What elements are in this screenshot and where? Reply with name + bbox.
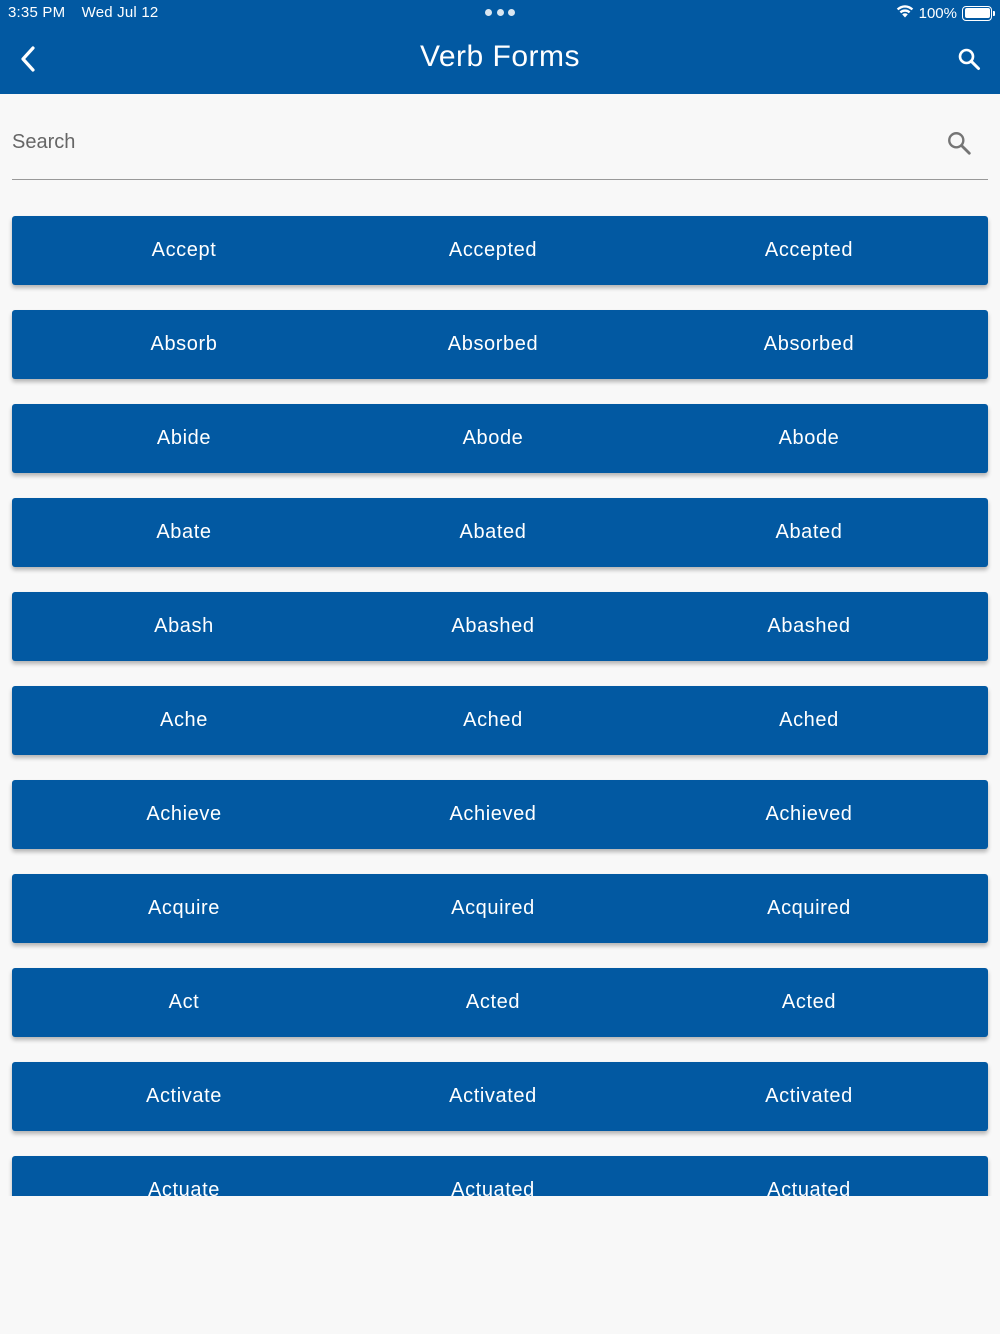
verb-past-participle: Absorbed — [763, 333, 855, 355]
verb-base-form: Actuate — [147, 1179, 221, 1196]
verb-base-form: Acquire — [147, 897, 220, 919]
verb-past-form: Ached — [463, 709, 523, 731]
verb-past-participle: Ached — [779, 709, 839, 731]
status-time-date — [8, 4, 158, 21]
verb-row-absorb[interactable] — [12, 310, 988, 379]
header-search-button[interactable] — [954, 44, 984, 74]
battery-icon — [962, 6, 992, 21]
battery-percentage: 100% — [918, 4, 957, 22]
verb-past-form: Achieved — [449, 803, 537, 825]
back-button[interactable] — [12, 42, 44, 76]
verb-base-form: Act — [168, 991, 200, 1013]
verb-past-form: Absorbed — [447, 333, 539, 355]
verb-row-abash[interactable] — [12, 592, 988, 661]
verb-row-actuate[interactable] — [12, 1156, 988, 1196]
chevron-left-icon — [19, 45, 37, 73]
search-icon — [957, 47, 981, 71]
verb-past-participle: Abashed — [767, 615, 851, 637]
verb-row-ache[interactable] — [12, 686, 988, 755]
verb-past-form: Acquired — [451, 897, 535, 919]
verb-row-accept[interactable] — [12, 216, 988, 285]
status-bar — [0, 0, 1000, 26]
verb-past-form: Actuated — [451, 1179, 535, 1196]
verb-past-form: Accepted — [448, 239, 538, 261]
verb-base-form: Ache — [160, 709, 208, 731]
verb-base-form: Abate — [156, 521, 212, 543]
verb-base-form: Absorb — [150, 333, 218, 355]
verb-past-participle: Achieved — [765, 803, 853, 825]
verb-row-abide[interactable] — [12, 404, 988, 473]
page-title: Verb Forms — [419, 40, 581, 73]
verb-past-participle: Activated — [765, 1085, 853, 1107]
multitasking-dots-icon[interactable] — [485, 9, 515, 17]
verb-row-abate[interactable] — [12, 498, 988, 567]
status-date: Wed Jul 12 — [81, 4, 159, 21]
verb-row-activate[interactable] — [12, 1062, 988, 1131]
verb-past-participle: Abode — [778, 427, 840, 449]
status-time: 3:35 PM — [8, 4, 66, 21]
verb-base-form: Abash — [154, 615, 214, 637]
verb-row-act[interactable] — [12, 968, 988, 1037]
status-right — [896, 3, 992, 23]
verb-past-participle: Actuated — [767, 1179, 851, 1196]
wifi-icon — [896, 4, 914, 22]
verb-past-form: Abashed — [451, 615, 535, 637]
verb-past-form: Acted — [465, 991, 521, 1013]
verb-past-participle: Acquired — [767, 897, 851, 919]
verb-base-form: Activate — [146, 1085, 222, 1107]
search-bar — [12, 108, 988, 180]
verb-past-form: Abode — [462, 427, 524, 449]
verb-base-form: Achieve — [146, 803, 222, 825]
verb-base-form: Abide — [156, 427, 212, 449]
search-icon[interactable] — [946, 130, 972, 156]
verb-past-form: Activated — [449, 1085, 537, 1107]
verb-base-form: Accept — [151, 239, 217, 261]
app-header — [0, 0, 1000, 94]
search-input[interactable] — [12, 120, 912, 164]
verb-past-form: Abated — [459, 521, 527, 543]
verb-past-participle: Abated — [775, 521, 843, 543]
verb-list — [0, 200, 1000, 1196]
battery-fill — [965, 8, 990, 18]
verb-row-achieve[interactable] — [12, 780, 988, 849]
verb-past-participle: Accepted — [764, 239, 854, 261]
verb-past-participle: Acted — [781, 991, 837, 1013]
verb-row-acquire[interactable] — [12, 874, 988, 943]
